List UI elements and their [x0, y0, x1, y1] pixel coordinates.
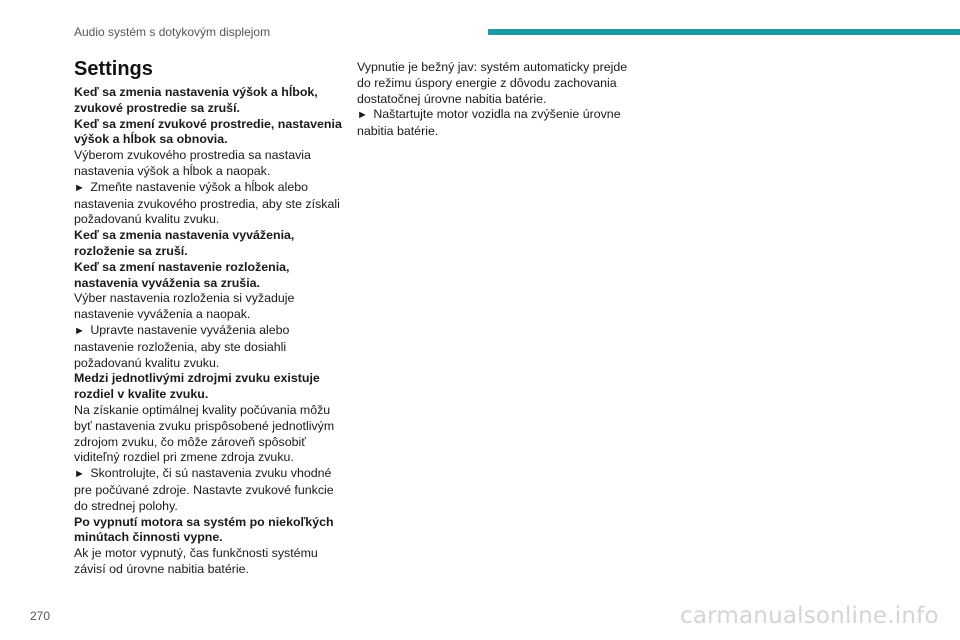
running-header-title: Audio systém s dotykovým displejom — [74, 25, 271, 39]
left-paragraphs — [74, 85, 344, 578]
step-text: Naštartujte motor vozidla na zvýšenie úrovne nabitia batérie. — [357, 107, 621, 139]
step-arrow-icon: ► — [74, 468, 85, 481]
bold-paragraph: Keď sa zmení nastavenie rozloženia, nastavenia vyváženia sa zrušia. — [74, 259, 290, 290]
step-text: Upravte nastavenie vyváženia alebo nastavenie rozloženia, aby ste dosiahli požadovanú kvalitu zvuku. — [74, 322, 290, 370]
instruction-step — [74, 180, 344, 228]
paragraph: Vypnutie je bežný jav: systém automaticky prejde do režimu úspory energie z dôvodu zachovania dostatočnej úrovne nabitia batérie. — [357, 60, 628, 106]
header-accent-bar — [488, 29, 960, 35]
bold-paragraph: Medzi jednotlivými zdrojmi zvuku existuje rozdiel v kvalite zvuku. — [74, 371, 320, 402]
paragraph: Na získanie optimálnej kvality počúvania môžu byť nastavenia zvuku prispôsobené jednotlivým zdrojom zvuku, čo môže zároveň spôsobiť viditeľný rozdiel pri zmene zdroja zvuku. — [74, 402, 335, 465]
bold-paragraph: Keď sa zmenia nastavenia vyváženia, rozloženie sa zruší. — [74, 228, 295, 258]
paragraph: Výberom zvukového prostredia sa nastavia nastavenia výšok a hĺbok a naopak. — [74, 148, 311, 178]
paragraph: Ak je motor vypnutý, čas funkčnosti systému závisí od úrovne nabitia batérie. — [74, 546, 318, 576]
bold-paragraph: Keď sa zmenia nastavenia výšok a hĺbok, zvukové prostredie sa zruší. — [74, 85, 318, 115]
step-text: Skontrolujte, či sú nastavenia zvuku vhodné pre počúvané zdroje. Nastavte zvukové funkcie do strednej polohy. — [74, 466, 334, 513]
paragraph: Výber nastavenia rozloženia si vyžaduje nastavenie vyváženia a naopak. — [74, 291, 295, 322]
section-title: Settings — [74, 58, 153, 80]
bold-paragraph: Po vypnutí motora sa systém po niekoľkých minútach činnosti vypne. — [74, 514, 334, 545]
instruction-step — [74, 323, 344, 371]
left-column — [74, 56, 344, 578]
right-paragraphs — [357, 60, 629, 140]
instruction-step — [74, 466, 344, 514]
step-arrow-icon: ► — [74, 181, 85, 194]
step-arrow-icon: ► — [357, 109, 368, 122]
bold-paragraph: Keď sa zmení zvukové prostredie, nastavenia výšok a hĺbok sa obnovia. — [74, 116, 342, 147]
instruction-step — [357, 107, 629, 140]
step-text: Zmeňte nastavenie výšok a hĺbok alebo nastavenia zvukového prostredia, aby ste získali požadovanú kvalitu zvuku. — [74, 179, 340, 227]
step-arrow-icon: ► — [74, 324, 85, 337]
right-column — [357, 60, 629, 140]
page-number: 270 — [30, 609, 51, 623]
watermark: carmanualsonline.info — [680, 603, 939, 629]
